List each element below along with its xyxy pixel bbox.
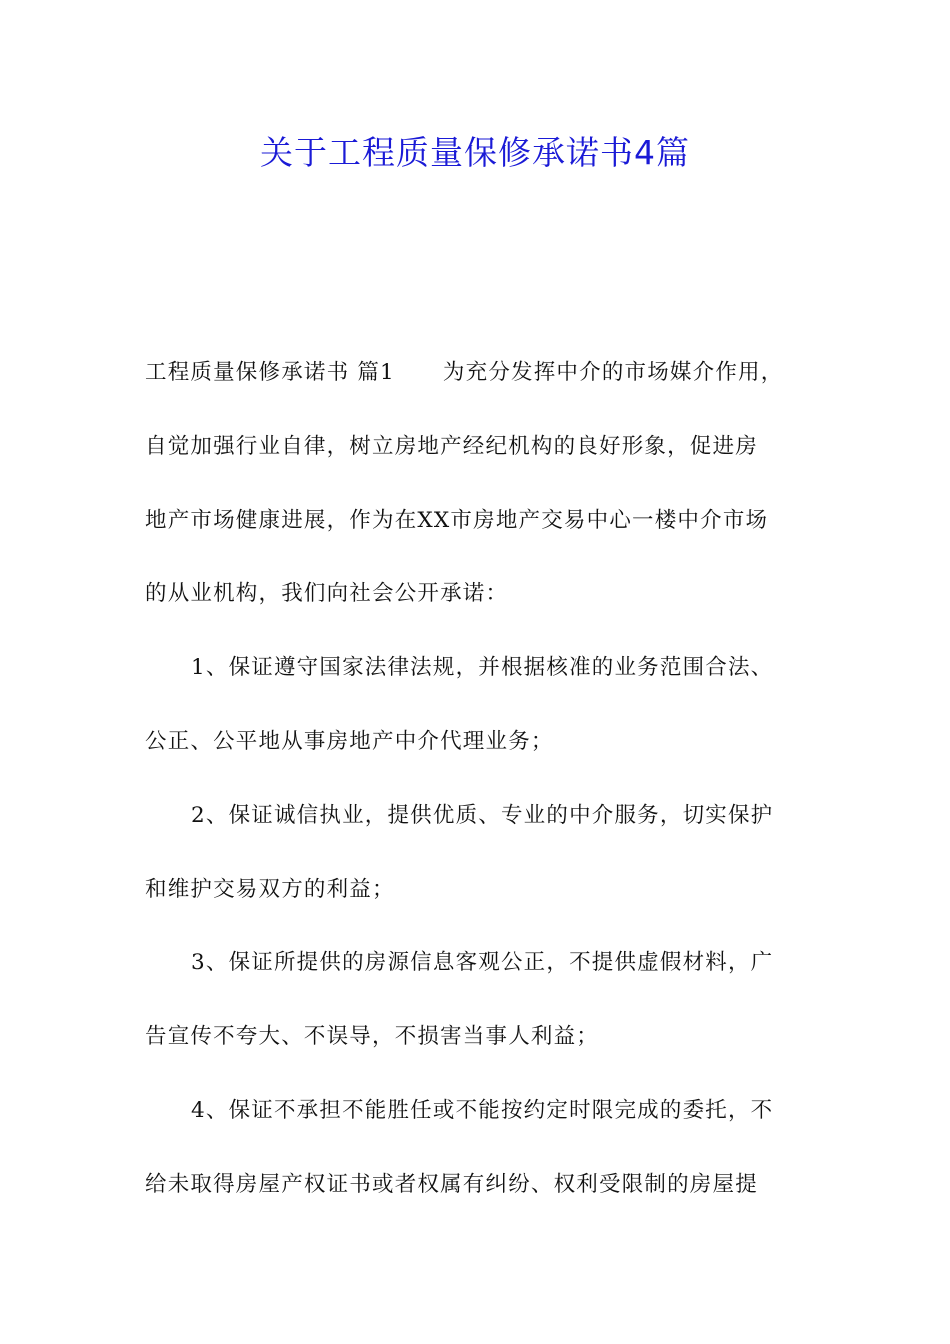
body-line-6: 公正、公平地从事房地产中介代理业务；	[145, 728, 554, 754]
body-line-7: 2、保证诚信执业，提供优质、专业的中介服务，切实保护	[191, 802, 774, 828]
body-line-9: 3、保证所提供的房源信息客观公正，不提供虚假材料，广	[191, 950, 774, 976]
body-line-5: 1、保证遵守国家法律法规，并根据核准的业务范围合法、	[191, 655, 774, 681]
section-heading: 工程质量保修承诺书 篇1	[145, 360, 395, 385]
body-line-12: 给未取得房屋产权证书或者权属有纠纷、权利受限制的房屋提	[145, 1171, 758, 1197]
body-line-10: 告宣传不夸大、不误导，不损害当事人利益；	[145, 1024, 600, 1050]
body-line-3: 地产市场健康进展，作为在XX市房地产交易中心一楼中介市场	[145, 507, 769, 533]
body-line-2: 自觉加强行业自律，树立房地产经纪机构的良好形象，促进房	[145, 433, 758, 459]
paragraph-text: 为充分发挥中介的市场媒介作用，	[442, 360, 784, 385]
document-title: 关于工程质量保修承诺书4篇	[260, 133, 690, 172]
body-line-1	[145, 336, 825, 410]
document-body	[145, 336, 825, 1222]
body-line-4: 的从业机构，我们向社会公开承诺：	[145, 581, 509, 607]
body-line-11: 4、保证不承担不能胜任或不能按约定时限完成的委托，不	[191, 1097, 774, 1123]
body-line-8: 和维护交易双方的利益；	[145, 876, 395, 902]
